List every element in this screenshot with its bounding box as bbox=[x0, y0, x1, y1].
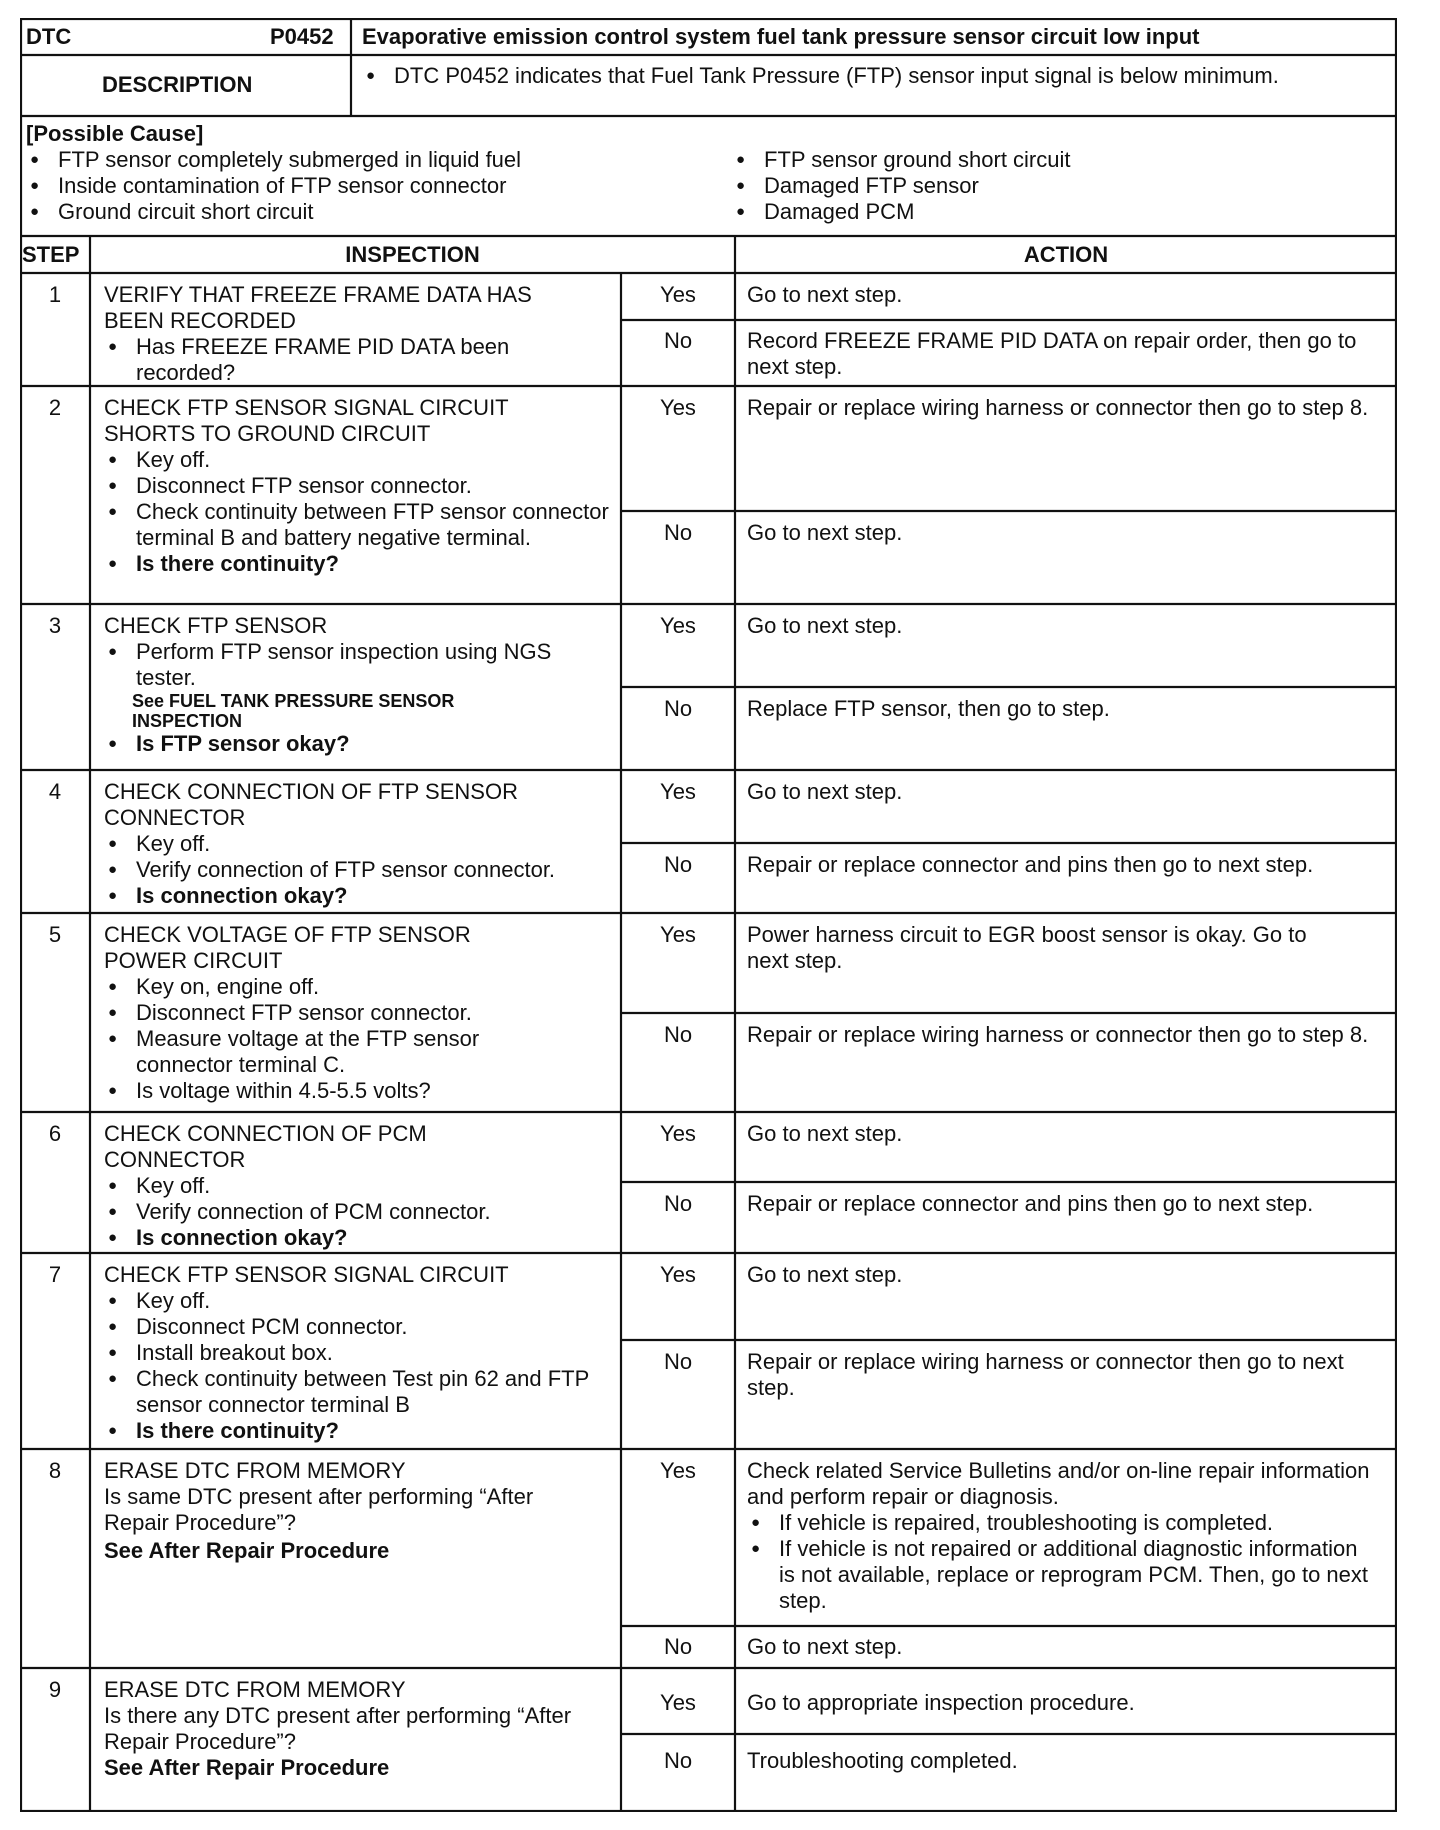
step-title-line: SHORTS TO GROUND CIRCUIT bbox=[104, 421, 431, 446]
see-reference: See After Repair Procedure bbox=[104, 1755, 390, 1780]
no-label: No bbox=[663, 852, 693, 877]
dtc-label: DTC bbox=[26, 24, 72, 49]
no-action: Replace FTP sensor, then go to step. bbox=[747, 696, 1110, 721]
step-title-line: CHECK CONNECTION OF PCM bbox=[104, 1121, 427, 1146]
description-text bbox=[362, 63, 1382, 89]
step-bullet: ● Verify connection of FTP sensor connector. bbox=[104, 857, 555, 883]
no-action: Repair or replace connector and pins then go to next step. bbox=[747, 852, 1314, 877]
step-bullet: ● Key on, engine off. bbox=[104, 974, 576, 1000]
yes-action: Go to next step. bbox=[747, 282, 903, 307]
step-bullet: ● Install breakout box. bbox=[104, 1340, 616, 1366]
step-title-line: CHECK FTP SENSOR SIGNAL CIRCUIT bbox=[104, 1262, 509, 1287]
cause-item: ● FTP sensor completely submerged in liquid fuel bbox=[26, 147, 521, 173]
step-title-line: POWER CIRCUIT bbox=[104, 948, 283, 973]
no-action: Go to next step. bbox=[747, 520, 903, 545]
step-bullet: ● Key off. bbox=[104, 1173, 491, 1199]
possible-cause-right bbox=[732, 147, 1071, 225]
step-number: 5 bbox=[48, 922, 62, 947]
step-question: ● Is connection okay? bbox=[104, 883, 555, 909]
step-inspection bbox=[104, 613, 616, 757]
see-reference: See After Repair Procedure bbox=[104, 1538, 390, 1563]
yes-action: Go to next step. bbox=[747, 1121, 903, 1146]
step-body: Is there any DTC present after performing “After Repair Procedure”? bbox=[104, 1703, 572, 1754]
step-title-line: CHECK CONNECTION OF FTP SENSOR bbox=[104, 779, 518, 804]
step-inspection bbox=[104, 1121, 491, 1251]
step-bullet: ● Disconnect FTP sensor connector. bbox=[104, 473, 616, 499]
yes-label: Yes bbox=[660, 1458, 696, 1483]
cause-item: ● Damaged FTP sensor bbox=[732, 173, 1071, 199]
step-bullet: ● Has FREEZE FRAME PID DATA been recorded? bbox=[104, 334, 606, 386]
no-action: Go to next step. bbox=[747, 1634, 903, 1659]
dtc-code: P0452 bbox=[270, 24, 334, 49]
step-number: 9 bbox=[48, 1677, 62, 1702]
step-title-line: CONNECTOR bbox=[104, 805, 246, 830]
yes-action: Go to appropriate inspection procedure. bbox=[747, 1690, 1135, 1715]
step-number: 3 bbox=[48, 613, 62, 638]
no-label: No bbox=[663, 1634, 693, 1659]
dtc-procedure-sheet bbox=[20, 18, 1397, 1812]
no-action: Troubleshooting completed. bbox=[747, 1748, 1018, 1773]
step-bullet: ● Disconnect PCM connector. bbox=[104, 1314, 616, 1340]
step-body: Is same DTC present after performing “After Repair Procedure”? bbox=[104, 1484, 534, 1535]
step-number: 2 bbox=[48, 395, 62, 420]
step-title-line: VERIFY THAT FREEZE FRAME DATA HAS bbox=[104, 282, 532, 307]
col-action: ACTION bbox=[1023, 242, 1109, 267]
col-inspection: INSPECTION bbox=[345, 242, 480, 267]
step-bullet: ● Key off. bbox=[104, 1288, 616, 1314]
description-label: DESCRIPTION bbox=[102, 72, 253, 97]
step-inspection bbox=[104, 1262, 616, 1444]
step-question: ● Is connection okay? bbox=[104, 1225, 491, 1251]
yes-action-block bbox=[747, 1458, 1387, 1614]
step-bullet: ● Measure voltage at the FTP sensor connector terminal C. bbox=[104, 1026, 576, 1078]
no-action: Repair or replace connector and pins then go to next step. bbox=[747, 1191, 1314, 1216]
yes-label: Yes bbox=[660, 1690, 696, 1715]
step-bullet: ● Is voltage within 4.5-5.5 volts? bbox=[104, 1078, 576, 1104]
yes-label: Yes bbox=[660, 395, 696, 420]
col-step: STEP bbox=[22, 242, 80, 267]
step-number: 4 bbox=[48, 779, 62, 804]
step-number: 8 bbox=[48, 1458, 62, 1483]
step-question: ● Is FTP sensor okay? bbox=[104, 731, 616, 757]
step-number: 6 bbox=[48, 1121, 62, 1146]
step-inspection bbox=[104, 395, 616, 577]
yes-label: Yes bbox=[660, 282, 696, 307]
step-title-line: BEEN RECORDED bbox=[104, 308, 296, 333]
step-number: 7 bbox=[48, 1262, 62, 1287]
step-title-line: CHECK FTP SENSOR SIGNAL CIRCUIT bbox=[104, 395, 509, 420]
yes-label: Yes bbox=[660, 613, 696, 638]
step-inspection bbox=[104, 779, 555, 909]
step-inspection bbox=[104, 1677, 584, 1781]
cause-item: ● Ground circuit short circuit bbox=[26, 199, 521, 225]
step-bullet: ● Check continuity between FTP sensor connector terminal B and battery negative terminal. bbox=[104, 499, 616, 551]
step-inspection bbox=[104, 282, 606, 386]
dtc-title: Evaporative emission control system fuel tank pressure sensor circuit low input bbox=[362, 24, 1200, 49]
step-question: ● Is there continuity? bbox=[104, 551, 616, 577]
no-label: No bbox=[663, 696, 693, 721]
step-title-line: CHECK VOLTAGE OF FTP SENSOR bbox=[104, 922, 471, 947]
possible-cause-left bbox=[26, 147, 521, 225]
yes-label: Yes bbox=[660, 779, 696, 804]
yes-action: Go to next step. bbox=[747, 1262, 903, 1287]
yes-label: Yes bbox=[660, 922, 696, 947]
cause-item: ● Inside contamination of FTP sensor connector bbox=[26, 173, 521, 199]
cause-item: ● FTP sensor ground short circuit bbox=[732, 147, 1071, 173]
see-reference: See FUEL TANK PRESSURE SENSOR INSPECTION bbox=[132, 691, 455, 731]
no-action: Repair or replace wiring harness or connector then go to next step. bbox=[747, 1349, 1344, 1400]
yes-label: Yes bbox=[660, 1121, 696, 1146]
action-bullet: ● If vehicle is not repaired or additional diagnostic information is not available, replace or reprogram PCM. Then, go to next step. bbox=[747, 1536, 1379, 1614]
no-label: No bbox=[663, 1022, 693, 1047]
no-label: No bbox=[663, 1349, 693, 1374]
step-title-line: ERASE DTC FROM MEMORY bbox=[104, 1458, 406, 1483]
step-inspection bbox=[104, 922, 576, 1104]
step-title-line: CHECK FTP SENSOR bbox=[104, 613, 328, 638]
step-bullet: ● Perform FTP sensor inspection using NGS tester. bbox=[104, 639, 616, 691]
yes-label: Yes bbox=[660, 1262, 696, 1287]
step-bullet: ● Check continuity between Test pin 62 and FTP sensor connector terminal B bbox=[104, 1366, 616, 1418]
step-bullet: ● Key off. bbox=[104, 447, 616, 473]
yes-action: Repair or replace wiring harness or connector then go to step 8. bbox=[747, 395, 1369, 420]
no-action: Repair or replace wiring harness or connector then go to step 8. bbox=[747, 1022, 1369, 1047]
step-title-line: ERASE DTC FROM MEMORY bbox=[104, 1677, 406, 1702]
no-label: No bbox=[663, 1191, 693, 1216]
no-label: No bbox=[663, 1748, 693, 1773]
cause-item: ● Damaged PCM bbox=[732, 199, 1071, 225]
step-number: 1 bbox=[48, 282, 62, 307]
possible-cause-heading: [Possible Cause] bbox=[26, 121, 204, 146]
step-bullet: ● Verify connection of PCM connector. bbox=[104, 1199, 491, 1225]
no-label: No bbox=[663, 328, 693, 353]
yes-action: Go to next step. bbox=[747, 779, 903, 804]
step-bullet: ● Key off. bbox=[104, 831, 555, 857]
yes-action: Go to next step. bbox=[747, 613, 903, 638]
no-action: Record FREEZE FRAME PID DATA on repair order, then go to next step. bbox=[747, 328, 1357, 379]
action-bullet: ● If vehicle is repaired, troubleshooting is completed. bbox=[747, 1510, 1387, 1536]
step-title-line: CONNECTOR bbox=[104, 1147, 246, 1172]
yes-action: Power harness circuit to EGR boost sensor is okay. Go to next step. bbox=[747, 922, 1307, 973]
step-inspection bbox=[104, 1458, 604, 1564]
step-question: ● Is there continuity? bbox=[104, 1418, 616, 1444]
no-label: No bbox=[663, 520, 693, 545]
step-bullet: ● Disconnect FTP sensor connector. bbox=[104, 1000, 576, 1026]
yes-action: Check related Service Bulletins and/or on-line repair information and perform repair or diagnosis. bbox=[747, 1458, 1370, 1509]
description-bullet: ● DTC P0452 indicates that Fuel Tank Pressure (FTP) sensor input signal is below minimum. bbox=[362, 63, 1382, 89]
